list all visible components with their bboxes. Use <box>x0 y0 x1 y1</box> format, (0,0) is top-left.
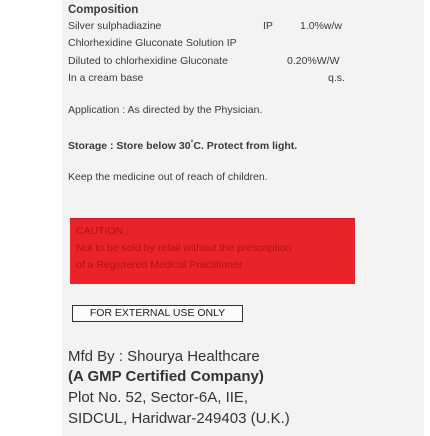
composition-row-1-grade: IP <box>263 20 273 32</box>
storage-degree: ° <box>190 140 194 147</box>
caution-box <box>70 218 355 284</box>
composition-row-2-name: Chlorhexidine Gluconate Solution IP <box>68 37 237 49</box>
keep-away-text: Keep the medicine out of reach of children. <box>68 171 268 183</box>
composition-row-3-amount: 0.20%W/W <box>287 55 340 67</box>
caution-line-1: Not to be sold by retail without the prescription <box>76 242 292 254</box>
composition-row-3-name: Diluted to chlorhexidine Gluconate <box>68 55 228 67</box>
external-use-badge: FOR EXTERNAL USE ONLY <box>72 305 243 322</box>
storage-prefix: Storage : Store below 30 <box>68 140 191 152</box>
composition-row-4-amount: q.s. <box>328 72 345 84</box>
storage-suffix: C. Protect from light. <box>193 140 298 152</box>
manufacturer-line-1: Mfd By : Shourya Healthcare <box>68 348 260 365</box>
composition-heading: Composition <box>68 4 139 16</box>
caution-line-2: of a Registered Medical Practitioner <box>76 259 243 271</box>
application-text: Application : As directed by the Physician. <box>68 104 263 116</box>
storage-text <box>68 137 297 153</box>
composition-row-4-name: In a cream base <box>68 72 144 84</box>
manufacturer-line-4: SIDCUL, Haridwar-249403 (U.K.) <box>68 410 290 427</box>
manufacturer-line-2: (A GMP Certified Company) <box>68 368 264 385</box>
manufacturer-line-3: Plot No. 52, Sector-6A, IIE, <box>68 389 249 406</box>
composition-row-1-amount: 1.0%w/w <box>300 20 343 32</box>
caution-title: CAUTION : <box>76 225 130 237</box>
composition-row-1-name: Silver sulphadiazine <box>68 20 162 32</box>
